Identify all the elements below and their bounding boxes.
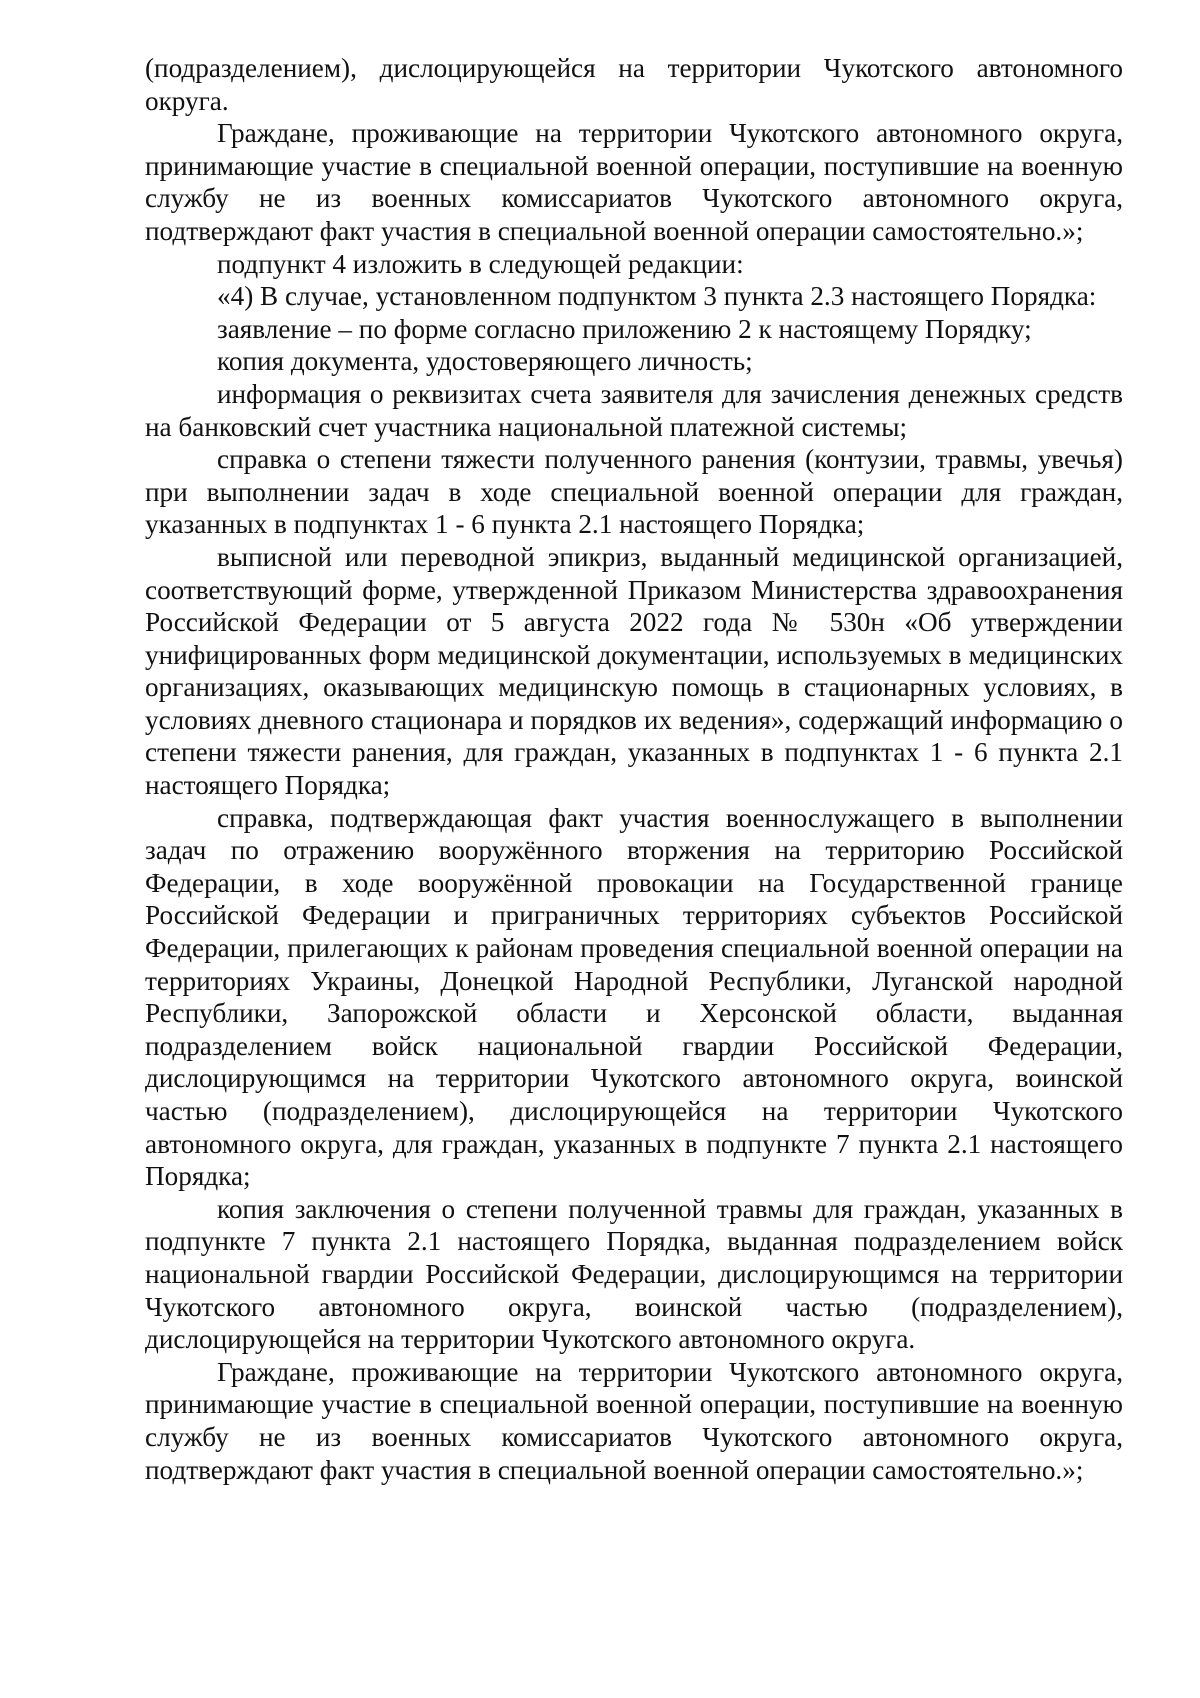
paragraph: копия документа, удостоверяющего личность; bbox=[217, 346, 753, 377]
paragraph: справка о степени тяжести полученного ранения (контузии, травмы, увечья) при выполнении задач в ходе специальной военной операции для граждан, указанных в подпунктах 1 - 6 пункта 2.1 настоящего Порядка; bbox=[145, 444, 1123, 540]
paragraph: подпункт 4 изложить в следующей редакции: bbox=[217, 248, 744, 279]
document-page bbox=[145, 52, 1123, 1486]
paragraph: информация о реквизитах счета заявителя для зачисления денежных средств на банковский счет участника национальной платежной системы; bbox=[145, 378, 1123, 442]
paragraph: копия заключения о степени полученной травмы для граждан, указанных в подпункте 7 пункта 2.1 настоящего Порядка, выданная подразделением войск национальной гвардии Российской Федерации, дислоцирующимся на территории Чукотского автономного округа, воинской частью (подразделением), дислоцирующейся на территории Чукотского автономного округа. bbox=[145, 1193, 1123, 1355]
paragraph: Граждане, проживающие на территории Чукотского автономного округа, принимающие участие в специальной военной операции, поступившие на военную службу не из военных комиссариатов Чукотского автономного округа, подтверждают факт участия в специальной военной операции самостоятельно.»; bbox=[145, 118, 1123, 246]
paragraph: «4) В случае, установленном подпунктом 3 пункта 2.3 настоящего Порядка: bbox=[217, 281, 1097, 312]
paragraph: выписной или переводной эпикриз, выданный медицинской организацией, соответствующий форме, утвержденной Приказом Министерства здравоохранения Российской Федерации от 5 августа 2022 года № 530н «Об утверждении унифицированных форм медицинской документации, используемых в медицинских организациях, оказывающих медицинскую помощь в стационарных условиях, в условиях дневного стационара и порядков их ведения», содержащий информацию о степени тяжести ранения, для граждан, указанных в подпунктах 1 - 6 пункта 2.1 настоящего Порядка; bbox=[145, 541, 1123, 801]
paragraph: справка, подтверждающая факт участия военнослужащего в выполнении задач по отражению вооружённого вторжения на территорию Российской Федерации, в ходе вооружённой провокации на Государственной границе Российской Федерации и приграничных территориях субъектов Российской Федерации, прилегающих к районам проведения специальной военной операции на территориях Украины, Донецкой Народной Республики, Луганской народной Республики, Запорожской области и Херсонской области, выданная подразделением войск национальной гвардии Российской Федерации, дислоцирующимся на территории Чукотского автономного округа, воинской частью (подразделением), дислоцирующейся на территории Чукотского автономного округа, для граждан, указанных в подпункте 7 пункта 2.1 настоящего Порядка; bbox=[145, 802, 1123, 1192]
paragraph: заявление – по форме согласно приложению 2 к настоящему Порядку; bbox=[217, 313, 1032, 344]
paragraph: Граждане, проживающие на территории Чукотского автономного округа, принимающие участие в специальной военной операции, поступившие на военную службу не из военных комиссариатов Чукотского автономного округа, подтверждают факт участия в специальной военной операции самостоятельно.»; bbox=[145, 1356, 1123, 1485]
paragraph: (подразделением), дислоцирующейся на территории Чукотского автономного округа. bbox=[145, 53, 1123, 116]
